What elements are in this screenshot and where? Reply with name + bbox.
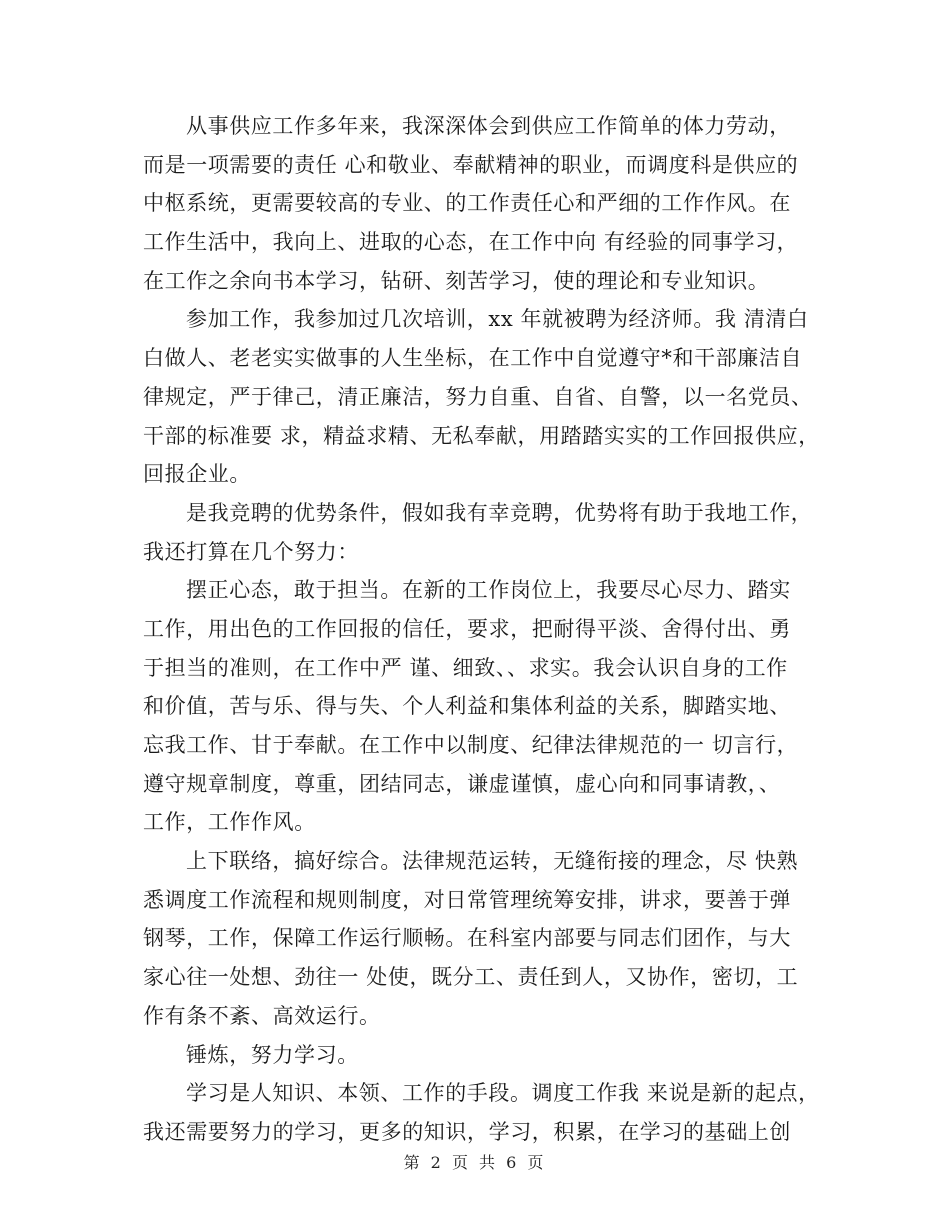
text-line: 作有条不紊、高效运行。 [143,1003,381,1028]
text-line: 摆正心态，敢于担当。在新的工作岗位上，我要尽心尽力、踏实 [186,578,791,603]
text-line: 锤炼，努力学习。 [186,1042,359,1067]
text-line: 上下联络，搞好综合。法律规范运转，无缝衔接的理念，尽 快熟 [186,849,799,874]
page-number-footer: 第 2 页 共 6 页 [403,1153,547,1172]
text-line: 和价值，苦与乐、得与失、个人利益和集体利益的关系，脚踏实地、 [143,694,791,719]
text-line: 律规定，严于律己，清正廉洁，努力自重、自省、自警，以一名党员、 [143,384,813,409]
text-line: 家心往一处想、劲往一 处使，既分工、责任到人，又协作，密切，工 [143,965,799,990]
text-line: 回报企业。 [143,462,251,487]
text-line: 从事供应工作多年来，我深深体会到供应工作简单的体力劳动， [186,114,791,138]
text-line: 我还需要努力的学习，更多的知识，学习，积累，在学习的基础上创 [143,1119,791,1144]
text-line: 悉调度工作流程和规则制度，对日常管理统筹安排，讲求，要善于弹 [143,887,791,912]
text-line: 是我竞聘的优势条件，假如我有幸竞聘，优势将有助于我地工作， [186,500,813,525]
text-line: 参加工作，我参加过几次培训，xx 年就被聘为经济师。我 清清白 [186,307,809,332]
text-line: 忘我工作、甘于奉献。在工作中以制度、纪律法律规范的一 切言行， [143,733,799,757]
text-line: 中枢系统，更需要较高的专业、的工作责任心和严细的工作作风。在 [143,191,791,216]
text-line: 钢琴，工作，保障工作运行顺畅。在科室内部要与同志们团作，与大 [143,926,791,951]
text-line: 而是一项需要的责任 心和敬业、奉献精神的职业，而调度科是供应的 [143,152,799,177]
text-line: 工作生活中，我向上、进取的心态，在工作中向 有经验的同事学习， [143,230,799,255]
text-line: 于担当的准则，在工作中严 谨、细致、、求实。我会认识自身的工作 [143,655,788,680]
text-line: 我还打算在几个努力： [143,539,359,564]
document-body [143,107,833,1152]
text-line: 在工作之余向书本学习，钻研、刻苦学习，使的理论和专业知识。 [143,268,770,293]
text-line: 白做人、老老实实做事的人生坐标，在工作中自觉遵守*和干部廉洁自 [143,346,803,371]
text-line: 工作，工作作风。 [143,810,316,835]
text-line: 工作，用出色的工作回报的信任，要求，把耐得平淡、舍得付出、勇 [143,616,791,641]
text-line: 学习是人知识、本领、工作的手段。调度工作我 来说是新的起点， [186,1081,820,1106]
text-line: 干部的标准要 求，精益求精、无私奉献，用踏踏实实的工作回报供应， [143,423,820,448]
text-line: 遵守规章制度，尊重，团结同志，谦虚谨慎，虚心向和同事请教，、 [143,771,781,796]
